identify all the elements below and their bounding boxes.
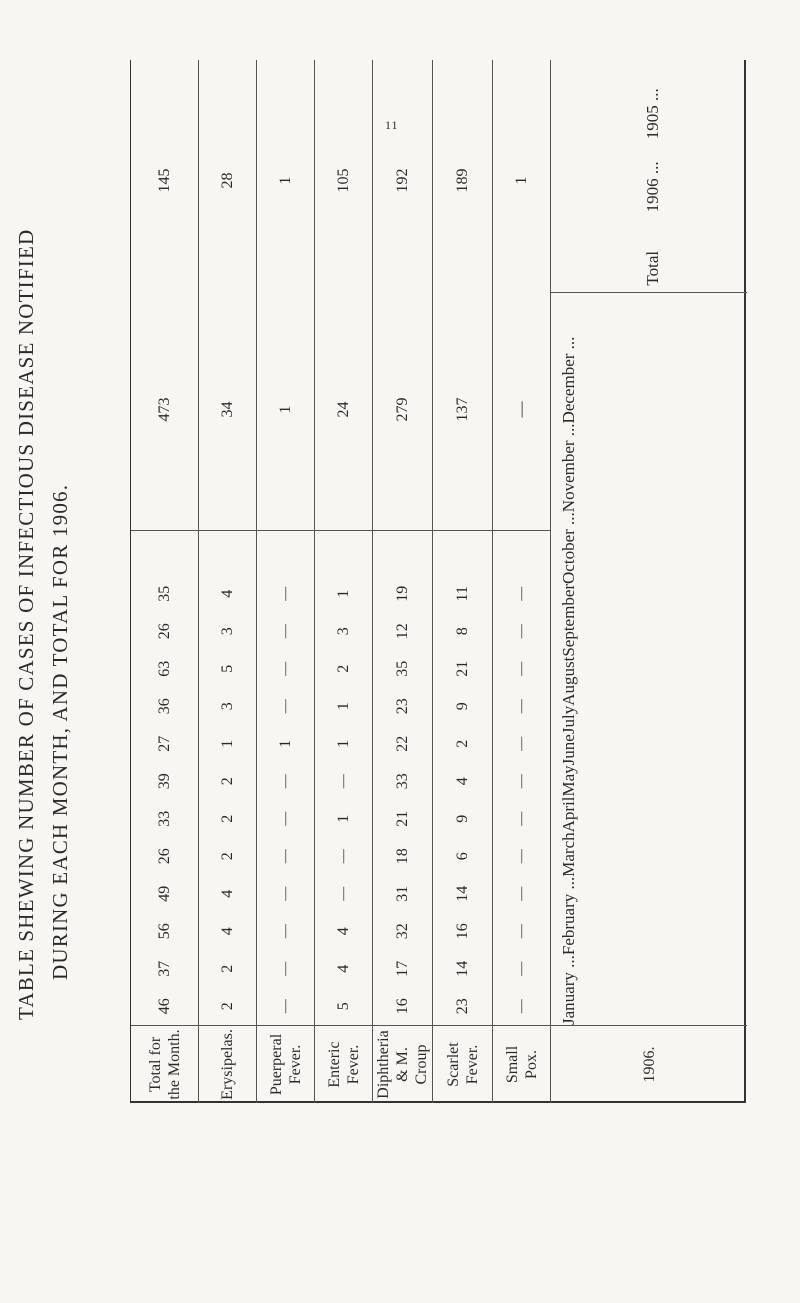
value-cell: 35 <box>155 585 173 602</box>
row-puerperal-fever <box>257 60 315 1103</box>
value-cell: — <box>513 961 529 976</box>
value-cell: 63 <box>155 660 173 677</box>
value-cell: 22 <box>393 735 411 752</box>
month-label: November ... <box>559 423 578 513</box>
row-small-pox <box>493 60 551 1103</box>
total-1905: 189 <box>453 168 471 193</box>
header-scarlet-fever: Scarlet Fever. <box>433 1025 492 1103</box>
value-cell: 2 <box>218 814 236 823</box>
row-month-labels <box>551 60 747 1103</box>
value-cell: 4 <box>453 777 471 786</box>
month-values-diphtheria <box>373 575 432 1025</box>
value-cell: 1 <box>276 739 294 748</box>
title-line-2: DURING EACH MONTH, AND TOTAL FOR 1906. <box>48 483 72 980</box>
totals-total <box>131 60 198 530</box>
totals-label: 1906 ... <box>643 161 662 213</box>
header-small-pox: Small Pox. <box>493 1025 550 1103</box>
value-cell: — <box>513 999 529 1014</box>
value-cell: 14 <box>453 885 471 902</box>
month-label: June <box>559 734 578 766</box>
value-cell: — <box>277 661 293 676</box>
total-1905: 145 <box>155 168 173 193</box>
month-label: April <box>559 796 578 833</box>
total-1906: 34 <box>218 401 236 418</box>
totals-small-pox <box>493 60 550 530</box>
value-cell: 2 <box>218 777 236 786</box>
month-label: July <box>559 705 578 735</box>
total-1905: 1 <box>276 176 294 185</box>
month-label: May <box>559 765 578 797</box>
header-total-for-month: Total for the Month. <box>131 1025 198 1103</box>
value-cell: 1 <box>334 702 352 711</box>
month-label: March <box>559 832 578 877</box>
value-cell: 8 <box>453 627 471 636</box>
totals-puerperal <box>257 60 314 530</box>
page-number: 11 <box>385 118 399 132</box>
value-cell: — <box>513 886 529 901</box>
header-puerperal-fever: Puerperal Fever. <box>257 1025 314 1103</box>
value-cell: — <box>513 774 529 789</box>
total-1905: 105 <box>334 168 352 193</box>
header-diphtheria: Diphtheria & M. Croup <box>373 1025 432 1103</box>
row-diphtheria <box>373 60 433 1103</box>
month-values-puerperal <box>257 575 314 1025</box>
value-cell: 3 <box>218 627 236 636</box>
value-cell: 3 <box>334 627 352 636</box>
value-cell: 2 <box>334 664 352 673</box>
title-line-1: TABLE SHEWING NUMBER OF CASES OF INFECTIOUS DISEASE NOTIFIED <box>14 228 38 1020</box>
value-cell: — <box>277 586 293 601</box>
value-cell: — <box>335 849 351 864</box>
value-cell: — <box>277 924 293 939</box>
value-cell: 9 <box>453 814 471 823</box>
totals-diphtheria <box>373 60 432 530</box>
value-cell: 21 <box>453 660 471 677</box>
totals-label: 1905 ... <box>643 88 662 140</box>
value-cell: 32 <box>393 923 411 940</box>
value-cell: 27 <box>155 735 173 752</box>
row-erysipelas <box>199 60 257 1103</box>
total-1905: 28 <box>218 172 236 189</box>
value-cell: — <box>513 661 529 676</box>
value-cell: 16 <box>453 923 471 940</box>
value-cell: — <box>277 849 293 864</box>
totals-labels <box>551 60 747 292</box>
month-values-enteric <box>315 575 372 1025</box>
row-scarlet-fever <box>433 60 493 1103</box>
month-label: August <box>559 656 578 706</box>
value-cell: 37 <box>155 960 173 977</box>
month-label: September <box>559 583 578 657</box>
totals-scarlet <box>433 60 492 530</box>
value-cell: 36 <box>155 698 173 715</box>
value-cell: 2 <box>453 739 471 748</box>
total-1905: 192 <box>393 168 411 193</box>
value-cell: — <box>335 774 351 789</box>
value-cell: 4 <box>334 927 352 936</box>
month-values-erysipelas <box>199 575 256 1025</box>
month-label: January ... <box>559 955 578 1025</box>
value-cell: — <box>513 849 529 864</box>
value-cell: 26 <box>155 848 173 865</box>
total-1906: — <box>512 401 530 418</box>
value-cell: — <box>277 774 293 789</box>
value-cell: — <box>513 736 529 751</box>
total-1905: 1 <box>512 176 530 185</box>
header-erysipelas: Erysipelas. <box>199 1025 256 1103</box>
total-1906: 24 <box>334 401 352 418</box>
month-values-scarlet <box>433 575 492 1025</box>
value-cell: 17 <box>393 960 411 977</box>
value-cell: 21 <box>393 810 411 827</box>
totals-erysipelas <box>199 60 256 530</box>
value-cell: 33 <box>393 773 411 790</box>
value-cell: 6 <box>453 852 471 861</box>
value-cell: — <box>513 586 529 601</box>
header-enteric-fever: Enteric Fever. <box>315 1025 372 1103</box>
value-cell: 18 <box>393 848 411 865</box>
total-1906: 279 <box>393 397 411 422</box>
value-cell: 12 <box>393 623 411 640</box>
value-cell: 56 <box>155 923 173 940</box>
value-cell: 2 <box>218 1002 236 1011</box>
month-label: December ... <box>559 336 578 424</box>
value-cell: 1 <box>334 589 352 598</box>
value-cell: 49 <box>155 885 173 902</box>
value-cell: 33 <box>155 810 173 827</box>
value-cell: 1 <box>218 739 236 748</box>
month-values-small-pox <box>493 575 550 1025</box>
value-cell: — <box>335 886 351 901</box>
value-cell: 5 <box>218 664 236 673</box>
value-cell: 11 <box>453 586 471 602</box>
header-year: 1906. <box>551 1025 747 1103</box>
value-cell: 23 <box>393 698 411 715</box>
total-1906: 137 <box>453 397 471 422</box>
value-cell: 35 <box>393 660 411 677</box>
month-label: February ... <box>559 876 578 956</box>
value-cell: 4 <box>218 889 236 898</box>
value-cell: 3 <box>218 702 236 711</box>
value-cell: 4 <box>218 589 236 598</box>
rotated-table-grid <box>131 60 747 1103</box>
value-cell: 46 <box>155 998 173 1015</box>
value-cell: — <box>513 924 529 939</box>
value-cell: 9 <box>453 702 471 711</box>
value-cell: — <box>513 624 529 639</box>
value-cell: 5 <box>334 1002 352 1011</box>
value-cell: 26 <box>155 623 173 640</box>
value-cell: 2 <box>218 964 236 973</box>
totals-enteric <box>315 60 372 530</box>
total-1906: 1 <box>276 405 294 414</box>
month-labels <box>551 337 747 1025</box>
value-cell: — <box>277 624 293 639</box>
value-cell: 1 <box>334 739 352 748</box>
month-label: October ... <box>559 512 578 584</box>
value-cell: — <box>513 699 529 714</box>
notifications-table <box>130 60 746 1103</box>
row-enteric-fever <box>315 60 373 1103</box>
month-values-total <box>131 575 198 1025</box>
value-cell: — <box>277 699 293 714</box>
value-cell: 31 <box>393 885 411 902</box>
value-cell: — <box>277 961 293 976</box>
totals-label: Total <box>643 250 662 286</box>
value-cell: 19 <box>393 585 411 602</box>
value-cell: 16 <box>393 998 411 1015</box>
value-cell: 23 <box>453 998 471 1015</box>
value-cell: 4 <box>334 964 352 973</box>
value-cell: 39 <box>155 773 173 790</box>
value-cell: 4 <box>218 927 236 936</box>
value-cell: — <box>513 811 529 826</box>
value-cell: 14 <box>453 960 471 977</box>
value-cell: 2 <box>218 852 236 861</box>
total-1906: 473 <box>155 397 173 422</box>
value-cell: — <box>277 811 293 826</box>
value-cell: — <box>277 886 293 901</box>
table-title <box>12 60 132 1020</box>
row-total-for-month <box>131 60 199 1103</box>
value-cell: 1 <box>334 814 352 823</box>
value-cell: — <box>277 999 293 1014</box>
